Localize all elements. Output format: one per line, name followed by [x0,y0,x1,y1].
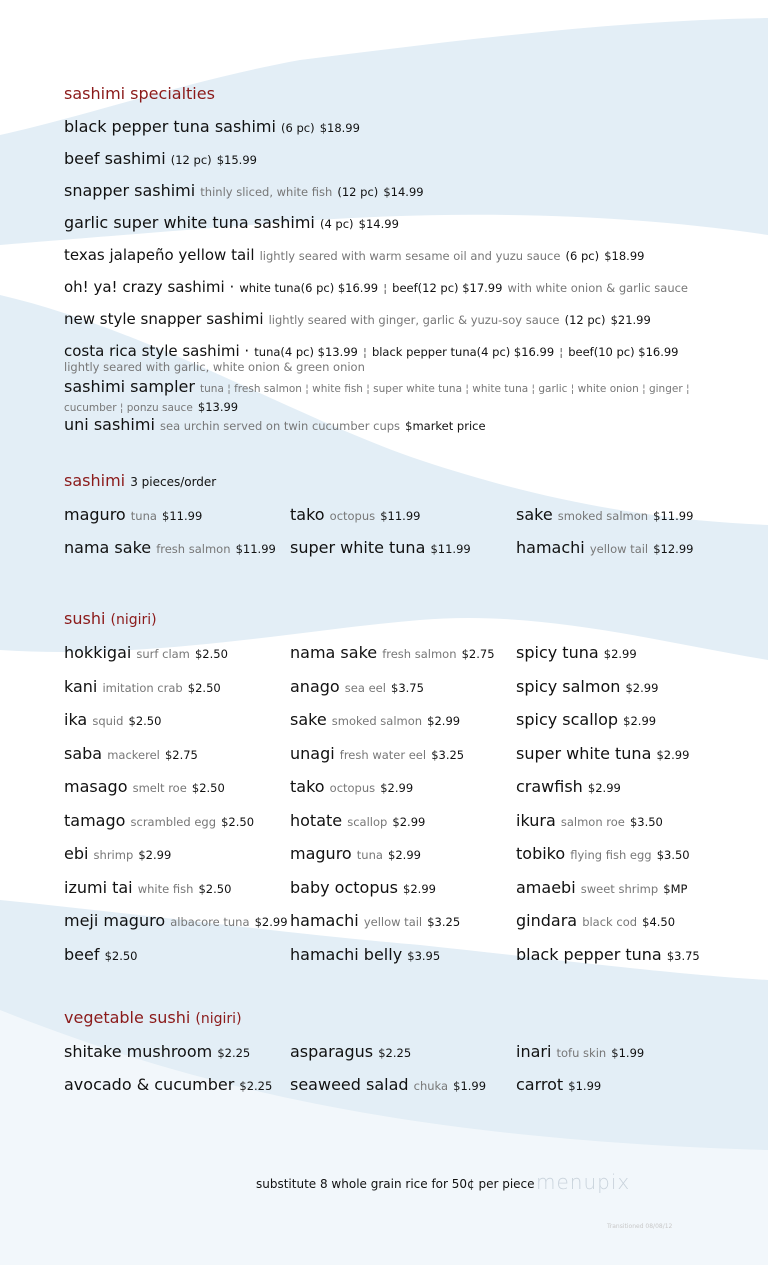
item-description: black cod [582,915,638,929]
item-description: thinly sliced, white fish [200,185,333,199]
item-description: surf clam [136,647,190,661]
section-title: vegetable sushi [64,1008,191,1027]
item-name: texas jalapeño yellow tail [64,246,255,264]
item-price: $2.99 [587,781,621,795]
item-price: $11.99 [380,509,421,523]
specialty-item [64,245,644,264]
item-price: $2.50 [194,647,228,661]
item-description: squid [92,714,124,728]
menu-item [516,911,675,930]
menu-item [516,643,637,662]
item-name: shitake mushroom [64,1042,213,1061]
item-price: $11.99 [653,509,694,523]
item-name: anago [290,676,340,696]
item-name: ebi [64,844,89,863]
menupix-logo: menupix [536,1170,631,1194]
item-name: beef [64,944,100,964]
menu-item [516,844,690,863]
item-description: sweet shrimp [580,881,659,896]
section-title: sushi [64,609,106,628]
item-name: black pepper tuna [516,944,662,964]
item-name: spicy tuna [516,643,599,662]
item-price: $2.99 [254,915,288,929]
item-name: sake [290,710,327,729]
item-name: hokkigai [64,643,132,662]
menu-item [516,677,658,696]
menu-item [64,744,198,763]
item-name: tamago [64,810,126,830]
item-name: nama sake [290,643,378,662]
item-description: octopus [329,781,376,795]
item-name: tobiko [516,844,566,863]
item-description: with white onion & garlic sauce [507,281,689,295]
item-subtext: lightly seared with garlic, white onion & green onion [64,360,365,374]
menu-item [290,811,425,830]
menu-item [290,677,424,696]
menu-item [64,1075,272,1094]
item-name: hamachi [290,911,359,930]
item-name: garlic super white tuna sashimi [64,213,315,232]
specialty-item [64,149,257,168]
item-name: maguro [64,505,126,524]
item-price: $18.99 [319,121,360,135]
item-name: hamachi [516,538,585,557]
menu-item [516,811,663,830]
item-price: $3.25 [431,747,465,762]
item-name: super white tuna [290,538,426,557]
item-name: beef sashimi [64,149,166,168]
item-name: spicy salmon [516,676,621,696]
item-name: saba [64,743,103,763]
item-name: seaweed salad [290,1075,409,1094]
item-description: salmon roe [560,814,625,829]
item-description: scallop [347,814,388,829]
item-price: $2.99 [403,881,436,896]
item-price: $3.75 [391,680,424,695]
item-description: sea eel [344,680,386,695]
item-price: $2.50 [198,881,232,896]
specialty-item [64,415,486,434]
specialty-item [64,377,690,396]
item-price: $1.99 [568,1079,602,1093]
menu-item [516,777,621,796]
item-price: $2.99 [623,714,657,728]
specialty-item [64,277,688,296]
item-description: tuna ¦ fresh salmon ¦ white fish ¦ super white tuna ¦ white tuna ¦ garlic ¦ white onion ¦ ginger ¦ [200,383,690,395]
item-detail: (6 pc) [565,249,600,263]
item-description: smoked salmon [557,509,649,523]
item-description: imitation crab [102,680,183,695]
item-name: avocado & cucumber [64,1075,235,1094]
section-note: (nigiri) [195,1011,242,1027]
item-name: amaebi [516,877,576,897]
item-name: oh! ya! crazy sashimi · [64,278,235,296]
menu-item [290,643,495,662]
item-name: inari [516,1042,552,1061]
item-name: hamachi belly [290,944,403,964]
item-description: octopus [329,509,376,523]
item-description: fresh water eel [339,747,427,762]
item-price: $2.99 [392,814,426,829]
item-description: flying fish egg [570,848,652,862]
menu-item [516,878,687,897]
item-variant: white tuna(6 pc) $16.99 [239,281,379,295]
item-price: $13.99 [197,400,239,414]
item-name: tako [290,777,325,796]
item-description: tuna [356,848,383,862]
item-description: yellow tail [363,915,423,929]
sashimi-heading [64,471,216,490]
menu-item [516,945,700,964]
item-detail: (12 pc) [337,185,379,199]
item-price: $21.99 [610,313,651,327]
item-description: yellow tail [589,542,649,556]
menu-item [290,844,421,863]
item-name: nama sake [64,538,152,557]
menu-item [290,710,460,729]
menu-item [516,538,693,557]
item-name: asparagus [290,1042,374,1061]
item-variant: beef(10 pc) $16.99 [568,345,679,359]
item-name: tako [290,505,325,524]
specialty-item [64,341,679,360]
item-name: sashimi sampler [64,377,195,396]
item-description: shrimp [93,848,134,862]
item-price: $2.99 [138,848,172,862]
item-price: $2.99 [388,848,421,862]
menu-item [64,911,288,930]
item-description: fresh salmon [156,542,231,556]
menu-item [64,844,171,863]
menu-item [516,1042,644,1061]
item-price: $1.99 [453,1079,487,1093]
item-name: snapper sashimi [64,181,196,200]
item-variant: black pepper tuna(4 pc) $16.99 [371,345,555,359]
item-description: scrambled egg [130,814,217,829]
section-note: 3 pieces/order [130,475,217,489]
menu-item [64,710,161,729]
item-price: $4.50 [642,915,676,929]
menu-item [64,505,202,524]
item-price: $3.50 [629,814,663,829]
specialty-item [64,309,651,328]
item-detail: (6 pc) [281,121,315,135]
section-title: sashimi [64,471,126,490]
menu-item [290,744,464,763]
menu-item [64,643,228,662]
item-price: $12.99 [653,542,694,556]
item-price: $11.99 [430,542,471,556]
specialty-item-continued [64,396,238,415]
item-name: uni sashimi [64,415,155,434]
item-detail: (12 pc) [564,313,606,327]
menu-item [64,811,254,830]
specialty-item [64,181,424,200]
menu-item [516,505,693,524]
item-description: chuka [413,1079,449,1093]
item-price: $11.99 [235,542,276,556]
item-name: masago [64,777,128,796]
specialties-heading: sashimi specialties [64,84,215,103]
item-name: carrot [516,1075,564,1094]
item-name: ikura [516,810,556,830]
item-price: $18.99 [604,249,645,263]
item-name: costa rica style sashimi · [64,342,250,360]
vegetable-heading [64,1008,242,1027]
menu-item [64,945,138,964]
item-price: $MP [663,881,688,896]
menu-item [64,677,221,696]
menu-item [290,505,420,524]
specialty-item [64,117,360,136]
separator: ¦ [559,345,564,359]
item-price: $14.99 [358,217,399,231]
item-name: crawfish [516,777,583,796]
item-price: $2.50 [104,948,138,963]
item-price: $3.25 [427,915,461,929]
item-price: $2.50 [187,680,221,695]
item-price: $2.99 [603,647,637,661]
item-price: $2.75 [461,647,495,661]
item-description: albacore tuna [170,915,250,929]
item-description: fresh salmon [382,647,457,661]
item-description: smoked salmon [331,714,423,728]
separator: ¦ [383,281,388,295]
item-detail: (12 pc) [170,153,212,167]
item-price: $2.99 [380,781,414,795]
item-description: tofu skin [556,1046,607,1060]
item-name: maguro [290,844,352,863]
item-price: $3.95 [407,948,441,963]
sushi-heading [64,609,157,628]
menu-item [290,538,471,557]
menu-item [290,878,436,897]
item-name: ika [64,710,88,729]
item-name: izumi tai [64,877,133,897]
item-description: tuna [130,509,157,523]
menu-item [290,1075,486,1094]
item-name: new style snapper sashimi [64,310,264,328]
item-price: $1.99 [611,1046,645,1060]
menu-item [64,1042,250,1061]
rice-substitution-note: substitute 8 whole grain rice for 50¢ per piece [256,1177,535,1191]
item-price: $3.75 [666,948,700,963]
item-description: mackerel [107,747,160,762]
item-price: $11.99 [162,509,203,523]
item-name: black pepper tuna sashimi [64,117,276,136]
item-description: smelt roe [132,781,187,795]
item-price: $2.25 [217,1046,251,1060]
item-name: gindara [516,911,578,930]
item-price: $15.99 [216,153,257,167]
item-name: hotate [290,810,343,830]
item-price: $2.75 [164,747,198,762]
item-price: $14.99 [383,185,424,199]
item-name: sake [516,505,553,524]
item-price: $2.50 [128,714,162,728]
item-price: $2.99 [427,714,461,728]
specialty-item [64,213,399,232]
item-price: $2.50 [221,814,255,829]
item-price: $2.99 [625,680,659,695]
item-name: unagi [290,743,335,763]
item-variant: beef(12 pc) $17.99 [392,281,503,295]
item-description: cucumber ¦ ponzu sauce [64,402,193,414]
item-price: $2.25 [378,1046,412,1060]
menu-item [290,777,413,796]
item-name: spicy scallop [516,710,619,729]
item-price: $2.50 [191,781,225,795]
item-description: white fish [137,881,194,896]
item-name: kani [64,676,98,696]
item-variant: tuna(4 pc) $13.99 [254,345,358,359]
item-price: $3.50 [656,848,690,862]
menu-item [64,878,231,897]
item-detail: (4 pc) [319,217,354,231]
menu-item [516,1075,601,1094]
separator: ¦ [362,345,367,359]
item-name: meji maguro [64,911,166,930]
item-name: baby octopus [290,877,398,897]
item-price: $2.25 [239,1079,273,1093]
menu-item [290,911,460,930]
menu-item [516,710,656,729]
menu-item [290,945,440,964]
fineprint: Transitioned 08/08/12 [607,1223,673,1230]
item-description: lightly seared with warm sesame oil and yuzu sauce [259,249,561,263]
section-note: (nigiri) [110,612,157,628]
item-name: super white tuna [516,743,652,763]
item-description: lightly seared with ginger, garlic & yuzu-soy sauce [268,313,560,327]
menu-item [290,1042,411,1061]
menu-item [64,777,225,796]
item-price: $market price [405,419,486,433]
item-description: sea urchin served on twin cucumber cups [160,419,401,433]
menu-item [64,538,276,557]
menu-item [516,744,689,763]
item-price: $2.99 [656,747,690,762]
